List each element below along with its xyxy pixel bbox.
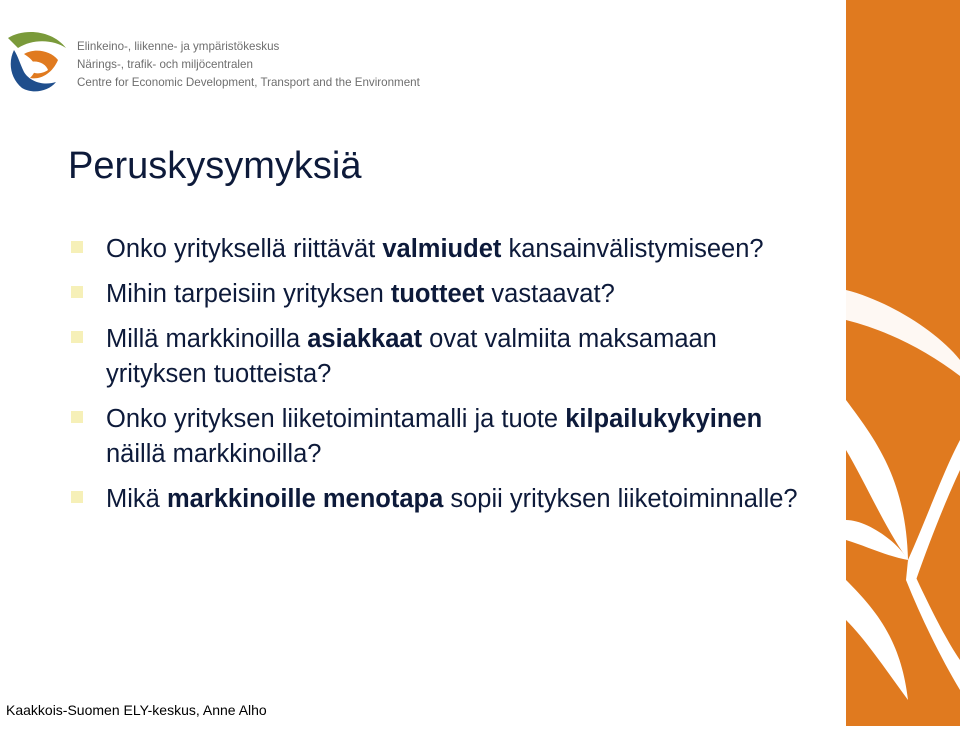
slide-title: Peruskysymyksiä bbox=[68, 145, 362, 187]
bullet-item bbox=[70, 482, 810, 517]
bullet-list bbox=[70, 232, 810, 527]
bullet-text: Mikä bbox=[106, 485, 167, 513]
bullet-text: Onko yrityksen liiketoimintamalli ja tuote bbox=[106, 405, 566, 433]
bullet-item bbox=[70, 277, 810, 312]
footer-text: Kaakkois-Suomen ELY-keskus, Anne Alho bbox=[6, 702, 267, 718]
bullet-text: ovat valmiita maksamaan yrityksen tuotteista? bbox=[106, 325, 717, 388]
bullet-emphasis: valmiudet bbox=[382, 235, 502, 263]
bullet-text: Mihin tarpeisiin yrityksen bbox=[106, 280, 391, 308]
bullet-text: Onko yrityksellä riittävät bbox=[106, 235, 383, 263]
square-bullet-icon bbox=[71, 241, 83, 253]
organization-name bbox=[77, 38, 420, 92]
bullet-emphasis: asiakkaat bbox=[307, 325, 423, 353]
ely-logo-icon bbox=[4, 28, 70, 92]
org-name-english: Centre for Economic Development, Transport and the Environment bbox=[77, 76, 420, 89]
square-bullet-icon bbox=[71, 286, 83, 298]
square-bullet-icon bbox=[71, 491, 83, 503]
bullet-text: näillä markkinoilla? bbox=[106, 440, 322, 468]
bullet-emphasis: kilpailukykyinen bbox=[565, 405, 763, 433]
bullet-item bbox=[70, 232, 810, 267]
org-name-swedish: Närings-, trafik- och miljöcentralen bbox=[77, 58, 253, 71]
bullet-item bbox=[70, 402, 810, 472]
square-bullet-icon bbox=[71, 331, 83, 343]
bullet-text: sopii yrityksen liiketoiminnalle? bbox=[443, 485, 798, 513]
bullet-emphasis: tuotteet bbox=[390, 280, 485, 308]
decorative-band bbox=[846, 0, 960, 744]
org-name-finnish: Elinkeino-, liikenne- ja ympäristökeskus bbox=[77, 40, 280, 53]
square-bullet-icon bbox=[71, 411, 83, 423]
bullet-text: Millä markkinoilla bbox=[106, 325, 308, 353]
bullet-text: kansainvälistymiseen? bbox=[501, 235, 764, 263]
bullet-item bbox=[70, 322, 810, 392]
bullet-text: vastaavat? bbox=[484, 280, 615, 308]
bullet-emphasis: markkinoille menotapa bbox=[166, 485, 444, 513]
